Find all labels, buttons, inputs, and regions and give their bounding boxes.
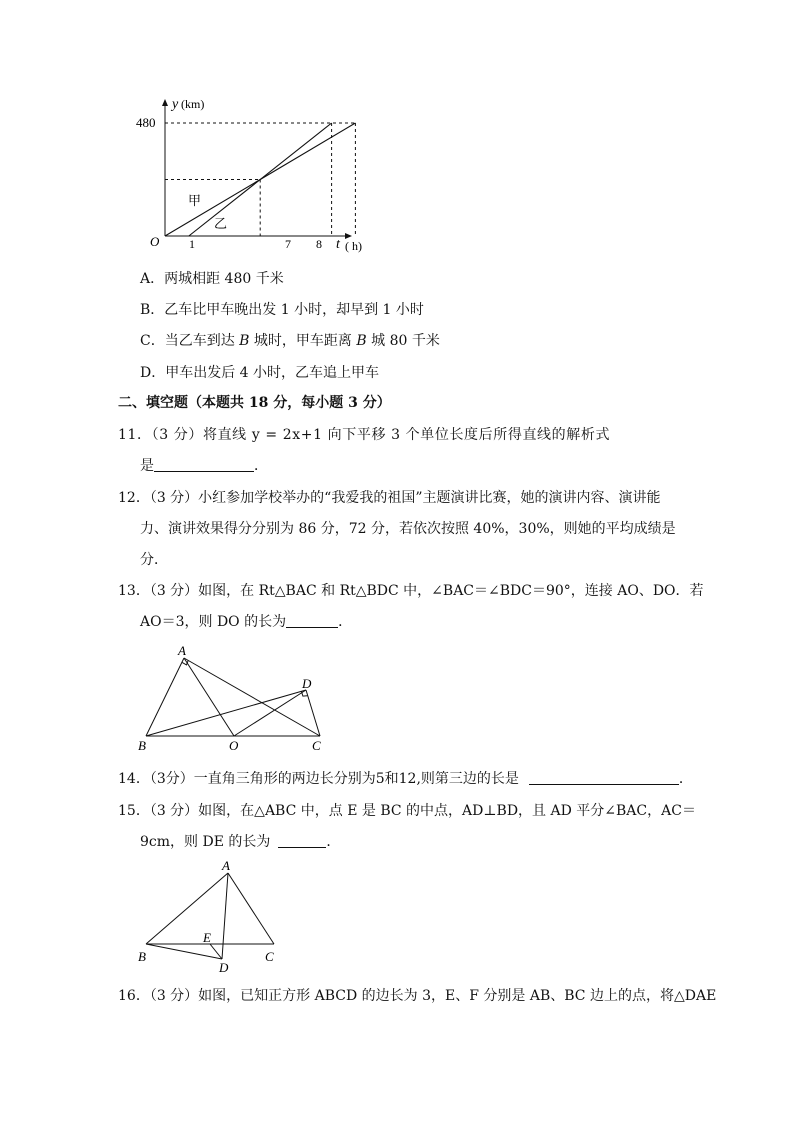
q13-figure <box>134 642 334 754</box>
y-tick-480: 480 <box>136 115 156 130</box>
q15-line2 <box>140 833 340 851</box>
y-axis-label: y <box>172 97 179 112</box>
option-b: B．乙车比甲车晚出发 1 小时，却早到 1 小时 <box>140 302 424 318</box>
q15-answer-blank[interactable] <box>278 833 326 848</box>
label-A: A <box>222 858 230 873</box>
q16-line1: 16．（3 分）如图，已知正方形 ABCD 的边长为 3，E、F 分别是 AB、BC 边上的点，将△DAE <box>118 988 717 1004</box>
q15-line1: 15．（3 分）如图，在△ABC 中，点 E 是 BC 的中点，AD⊥BD，且 AD 平分∠BAC，AC＝ <box>118 803 696 819</box>
line-label-jia: 甲 <box>188 193 202 208</box>
line-label-yi: 乙 <box>214 216 228 231</box>
option-c-pre: C．当乙车到达 <box>140 333 240 349</box>
q13-line1: 13．（3 分）如图，在 Rt△BAC 和 Rt△BDC 中，∠BAC＝∠BDC＝90°，连接 AO、DO．若 <box>118 583 704 599</box>
seg-AC <box>228 873 274 944</box>
label-D: D <box>219 960 229 975</box>
label-C: C <box>312 738 321 753</box>
label-O: O <box>229 738 239 753</box>
q13-answer-blank[interactable] <box>286 613 338 628</box>
q14-line1 <box>118 770 693 788</box>
y-axis-unit: (km) <box>181 97 205 111</box>
option-c-var: B <box>239 333 250 349</box>
label-B: B <box>138 738 146 753</box>
section-title: 二、填空题（本题共 18 分，每小题 3 分） <box>118 395 391 411</box>
q11-answer-blank[interactable] <box>154 457 254 472</box>
q15-figure <box>132 856 282 978</box>
x-tick-1: 1 <box>189 237 195 251</box>
label-A: A <box>178 643 186 658</box>
option-c <box>140 332 440 350</box>
q12-line2: 力、演讲效果得分分别为 86 分，72 分，若依次按照 40%，30%，则她的平均成绩是 <box>140 521 676 537</box>
seg-DO <box>234 690 306 736</box>
q15-line2-pre: 9cm，则 DE 的长为 <box>140 834 271 850</box>
q12-line1: 12．（3 分）小红参加学校举办的“我爱我的祖国”主题演讲比赛，她的演讲内容、演讲能 <box>118 490 661 506</box>
origin-label: O <box>150 234 160 249</box>
q11-line2 <box>140 457 268 475</box>
seg-BA <box>146 658 184 736</box>
q12-line3: 分． <box>140 552 168 568</box>
x-tick-8: 8 <box>316 237 322 251</box>
label-B: B <box>138 949 146 964</box>
option-a: A．两城相距 480 千米 <box>140 271 284 287</box>
option-d: D．甲车出发后 4 小时，乙车追上甲车 <box>140 365 380 381</box>
label-D: D <box>302 676 312 691</box>
q11-line2-pre: 是 <box>140 458 154 474</box>
series-line-yi <box>189 123 332 236</box>
seg-BD <box>146 690 306 736</box>
q13-line2-pre: AO＝3，则 DO 的长为 <box>140 614 287 630</box>
q15-line2-post: ． <box>326 834 341 850</box>
q11-line2-post: ． <box>254 458 268 474</box>
option-c-mid: 城时，甲车距离 <box>249 333 357 349</box>
label-C: C <box>265 949 274 964</box>
q13-line2-post: ． <box>338 614 353 630</box>
q14-line1-pre: 14．（3分）一直角三角形的两边长分别为5和12,则第三边的长是 <box>118 771 519 787</box>
option-c-var2: B <box>356 333 367 349</box>
x-axis-unit: ( h) <box>345 239 362 253</box>
x-tick-7: 7 <box>285 237 291 251</box>
distance-time-graph <box>130 90 380 260</box>
seg-AO <box>184 658 234 736</box>
seg-AB <box>146 873 228 944</box>
seg-BD <box>146 944 222 959</box>
label-E: E <box>203 930 211 945</box>
option-c-post: 城 80 千米 <box>366 333 440 349</box>
seg-AD <box>222 873 228 959</box>
y-axis-arrow <box>162 99 168 106</box>
q13-line2 <box>140 613 352 631</box>
q14-line1-post: ． <box>678 771 693 787</box>
q11-line1: 11．（3 分）将直线 y = 2x+1 向下平移 3 个单位长度后所得直线的解析式 <box>118 427 611 443</box>
x-axis-label: t <box>336 237 340 252</box>
q14-answer-blank[interactable] <box>529 770 679 785</box>
